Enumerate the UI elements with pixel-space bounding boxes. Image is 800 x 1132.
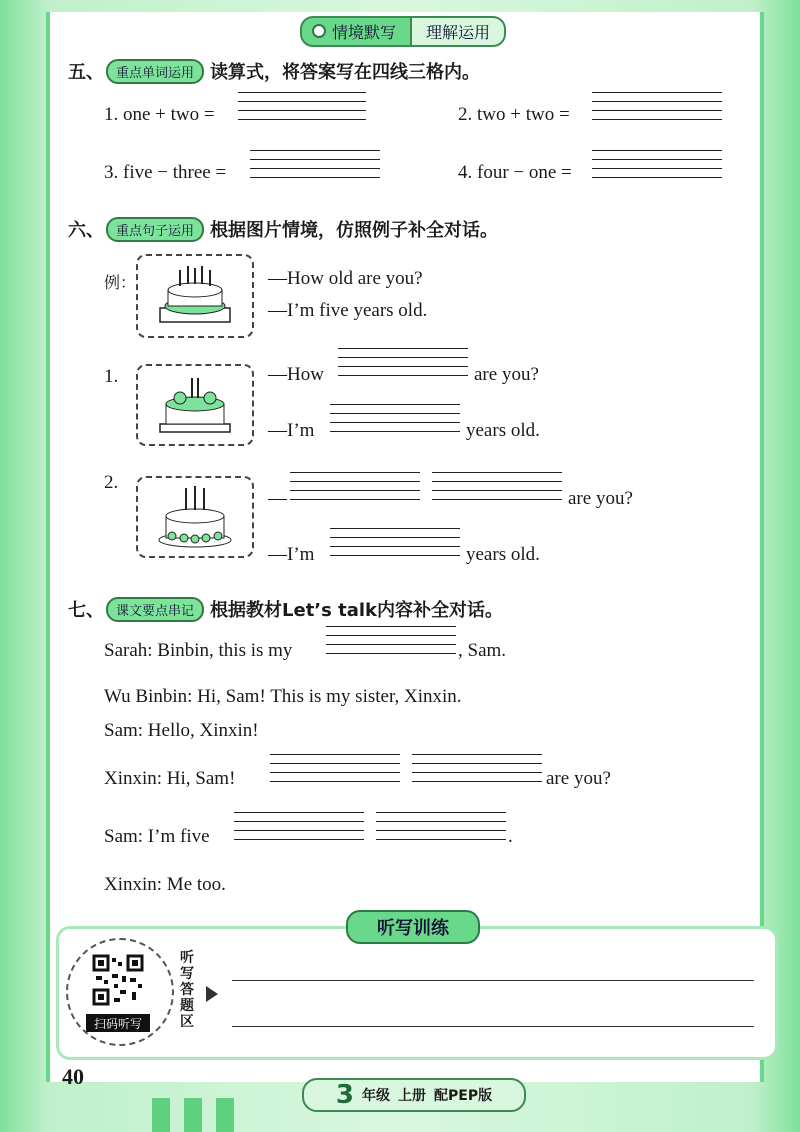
dictation-answer-line-2[interactable]: [232, 1026, 754, 1027]
dialogue-answer-lines-4b[interactable]: [412, 754, 542, 790]
q2-answer-lines-b[interactable]: [330, 528, 460, 564]
bottom-tab: [216, 1098, 234, 1132]
q2-line-a-prefix: —: [268, 488, 287, 509]
example-label: 例：: [104, 273, 137, 292]
q2-number: 2.: [104, 472, 119, 493]
q2-answer-lines-a2[interactable]: [432, 472, 562, 508]
section-7-instruction: 根据教材Let’s talk内容补全对话。: [210, 600, 504, 621]
dialogue-line-1-prefix: Sarah: Binbin, this is my: [104, 640, 293, 661]
dialogue-line-6: Xinxin: Me too.: [104, 874, 226, 895]
s5-answer-lines-3[interactable]: [250, 150, 380, 186]
flower-icon: [312, 24, 326, 38]
q1-answer-lines-a[interactable]: [338, 348, 468, 384]
section-6-heading: 六、 重点句子运用 根据图片情境，仿照例子补全对话。: [68, 216, 498, 242]
s5-item-1: 1. one + two =: [104, 104, 215, 125]
s5-answer-lines-1[interactable]: [238, 92, 366, 128]
bottom-tab: [184, 1098, 202, 1132]
grade-footer: 3 年级 上册 配PEP版: [302, 1078, 526, 1112]
bottom-tab: [152, 1098, 170, 1132]
section-6-instruction: 根据图片情境，仿照例子补全对话。: [210, 220, 499, 241]
section-5-instruction: 读算式，将答案写在四线三格内。: [210, 62, 481, 83]
s5-item-3: 3. five − three =: [104, 162, 227, 183]
section-6-tag: 重点句子运用: [106, 217, 204, 242]
dialogue-line-5-prefix: Sam: I’m five: [104, 826, 210, 847]
cake-two-candles-icon: [138, 366, 252, 444]
dialogue-line-3: Sam: Hello, Xinxin!: [104, 720, 259, 741]
dialogue-line-4-suffix: are you?: [546, 768, 611, 789]
q1-line-b-prefix: —I’m: [268, 420, 315, 441]
section-7-heading: 七、 课文要点串记 根据教材Let’s talk内容补全对话。: [68, 596, 503, 622]
s5-answer-lines-2[interactable]: [592, 92, 722, 128]
example-answer: —I’m five years old.: [268, 300, 428, 321]
s5-item-2: 2. two + two =: [458, 104, 570, 125]
dialogue-line-5-suffix: .: [508, 826, 513, 847]
tag-situation-dictation: 情境默写: [300, 16, 412, 47]
dialogue-line-4-prefix: Xinxin: Hi, Sam!: [104, 768, 236, 789]
dialogue-line-1-suffix: , Sam.: [458, 640, 507, 661]
dialogue-answer-lines-1[interactable]: [326, 626, 456, 662]
q1-answer-lines-b[interactable]: [330, 404, 460, 440]
cake-five-candles-icon: [138, 256, 252, 336]
qr-code-icon[interactable]: [92, 954, 144, 1006]
page-number: 40: [62, 1064, 84, 1089]
q1-line-a-suffix: are you?: [474, 364, 539, 385]
q1-line-b-suffix: years old.: [466, 420, 540, 441]
cake-three-candles-icon: [138, 478, 252, 556]
dialogue-line-2: Wu Binbin: Hi, Sam! This is my sister, Xinxin.: [104, 686, 462, 707]
cake-picture-1: [136, 364, 254, 446]
s5-item-4: 4. four − one =: [458, 162, 572, 183]
dialogue-answer-lines-4a[interactable]: [270, 754, 400, 790]
section-5-tag: 重点单词运用: [106, 59, 204, 84]
q1-number: 1.: [104, 366, 119, 387]
q1-line-a-prefix: —How: [268, 364, 324, 385]
section-5-heading: 五、 重点单词运用 读算式，将答案写在四线三格内。: [68, 58, 480, 84]
q2-line-b-prefix: —I’m: [268, 544, 315, 565]
dictation-answer-line-1[interactable]: [232, 980, 754, 981]
s5-answer-lines-4[interactable]: [592, 150, 722, 186]
tag-understand-apply: 理解运用: [412, 16, 506, 47]
cake-picture-2: [136, 476, 254, 558]
play-arrow-icon: [206, 986, 218, 1002]
dictation-title: 听写训练: [346, 910, 480, 944]
scan-to-dictate-label[interactable]: 扫码听写: [86, 1014, 150, 1032]
cake-picture-example: [136, 254, 254, 338]
dialogue-answer-lines-5b[interactable]: [376, 812, 506, 848]
answer-area-label: 听 写 答 题 区: [180, 950, 194, 1030]
section-7-tag: 课文要点串记: [106, 597, 204, 622]
example-question: —How old are you?: [268, 268, 423, 289]
dialogue-answer-lines-5a[interactable]: [234, 812, 364, 848]
q2-line-a-suffix: are you?: [568, 488, 633, 509]
q2-line-b-suffix: years old.: [466, 544, 540, 565]
header-tag: [300, 18, 506, 44]
q2-answer-lines-a1[interactable]: [290, 472, 420, 508]
